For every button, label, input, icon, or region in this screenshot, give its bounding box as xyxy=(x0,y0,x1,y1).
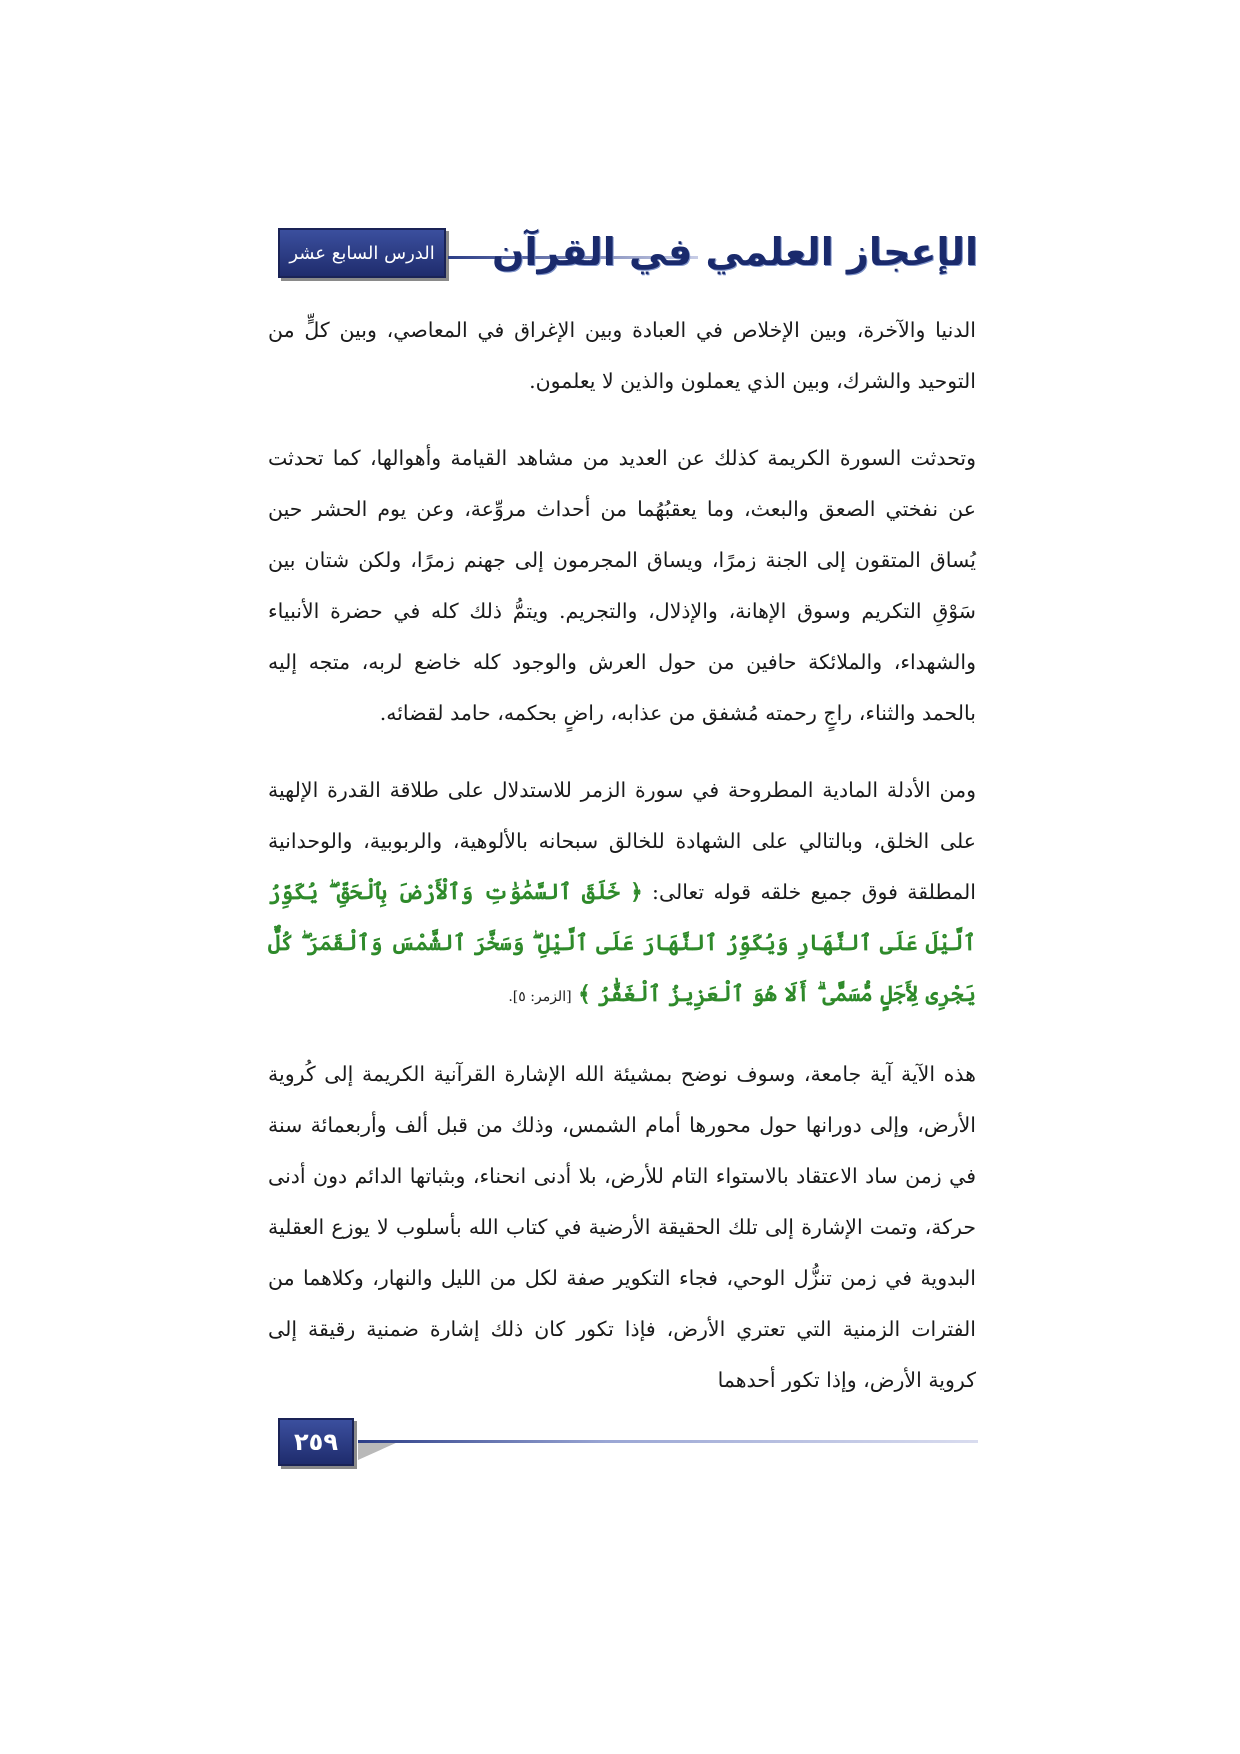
page-header xyxy=(278,222,978,292)
lesson-badge: الدرس السابع عشر xyxy=(278,228,446,278)
paragraph-4: هذه الآية آية جامعة، وسوف نوضح بمشيئة الله الإشارة القرآنية الكريمة إلى كُروية الأرض، وإلى دورانها حول محورها أمام الشمس، وذلك من قبل ألف وأربعمائة سنة في زمن ساد الاعتقاد بالاستواء التام للأرض، بلا أدنى انحناء، وبثباتها الدائم دون أدنى حركة، وتمت الإشارة إلى تلك الحقيقة الأرضية في كتاب الله بأسلوب لا يوزع العقلية البدوية في زمن تنزُّل الوحي، فجاء التكوير صفة لكل من الليل والنهار، وكلاهما من الفترات الزمنية التي تعتري الأرض، فإذا تكور كان ذلك إشارة ضمنية رقيقة إلى كروية الأرض، وإذا تكور أحدهما xyxy=(268,1062,976,1392)
paragraph-1: الدنيا والآخرة، وبين الإخلاص في العبادة وبين الإغراق في المعاصي، وبين كلٍّ من التوحيد والشرك، وبين الذي يعملون والذين لا يعلمون. xyxy=(268,318,976,393)
book-title: الإعجاز العلمي في القرآن xyxy=(492,230,978,274)
paragraph-gap xyxy=(268,1023,976,1049)
verse-reference: [الزمر: ٥]. xyxy=(508,989,572,1005)
paragraph-3-intro: ومن الأدلة المادية المطروحة في سورة الزمر للاستدلال على طلاقة القدرة الإلهية على الخلق، وبالتالي على الشهادة للخالق سبحانه بالألوهية، والربوبية، والوحدانية المطلقة فوق جميع خلقه قوله تعالى: xyxy=(268,778,976,904)
paragraph-gap xyxy=(268,739,976,765)
quran-verse: ﴿ خَلَقَ ٱلسَّمَٰوَٰتِ وَٱلْأَرْضَ بِٱلْحَقِّ ۖ يُكَوِّرُ ٱلَّيْلَ عَلَى ٱلنَّهَارِ وَيُكَوِّرُ ٱلنَّهَارَ عَلَى ٱلَّيْلِ ۖ وَسَخَّرَ ٱلشَّمْسَ وَٱلْقَمَرَ ۖ كُلٌّ يَجْرِى لِأَجَلٍ مُّسَمًّى ۗ أَلَا هُوَ ٱلْعَزِيزُ ٱلْغَفَّٰرُ ﴾ xyxy=(268,880,976,1007)
paragraph-3 xyxy=(268,765,976,1023)
page-footer xyxy=(278,1418,978,1478)
page-number: ٢٥٩ xyxy=(278,1418,354,1466)
body-text xyxy=(268,305,976,1406)
paragraph-gap xyxy=(268,407,976,433)
paragraph-2: وتحدثت السورة الكريمة كذلك عن العديد من مشاهد القيامة وأهوالها، كما تحدثت عن نفختي الصعق والبعث، وما يعقبُهُما من أحداث مروِّعة، وعن يوم الحشر حين يُساق المتقون إلى الجنة زمرًا، ويساق المجرمون إلى جهنم زمرًا، ولكن شتان بين سَوْقِ التكريم وسوق الإهانة، والإذلال، والتجريم. ويتمُّ ذلك كله في حضرة الأنبياء والشهداء، والملائكة حافين من حول العرش والوجود كله خاضع لربه، متجه إليه بالحمد والثناء، راجٍ رحمته مُشفق من عذابه، راضٍ بحكمه، حامد لقضائه. xyxy=(268,446,976,725)
footer-rule xyxy=(358,1440,978,1443)
footer-shadow-triangle xyxy=(358,1442,398,1460)
